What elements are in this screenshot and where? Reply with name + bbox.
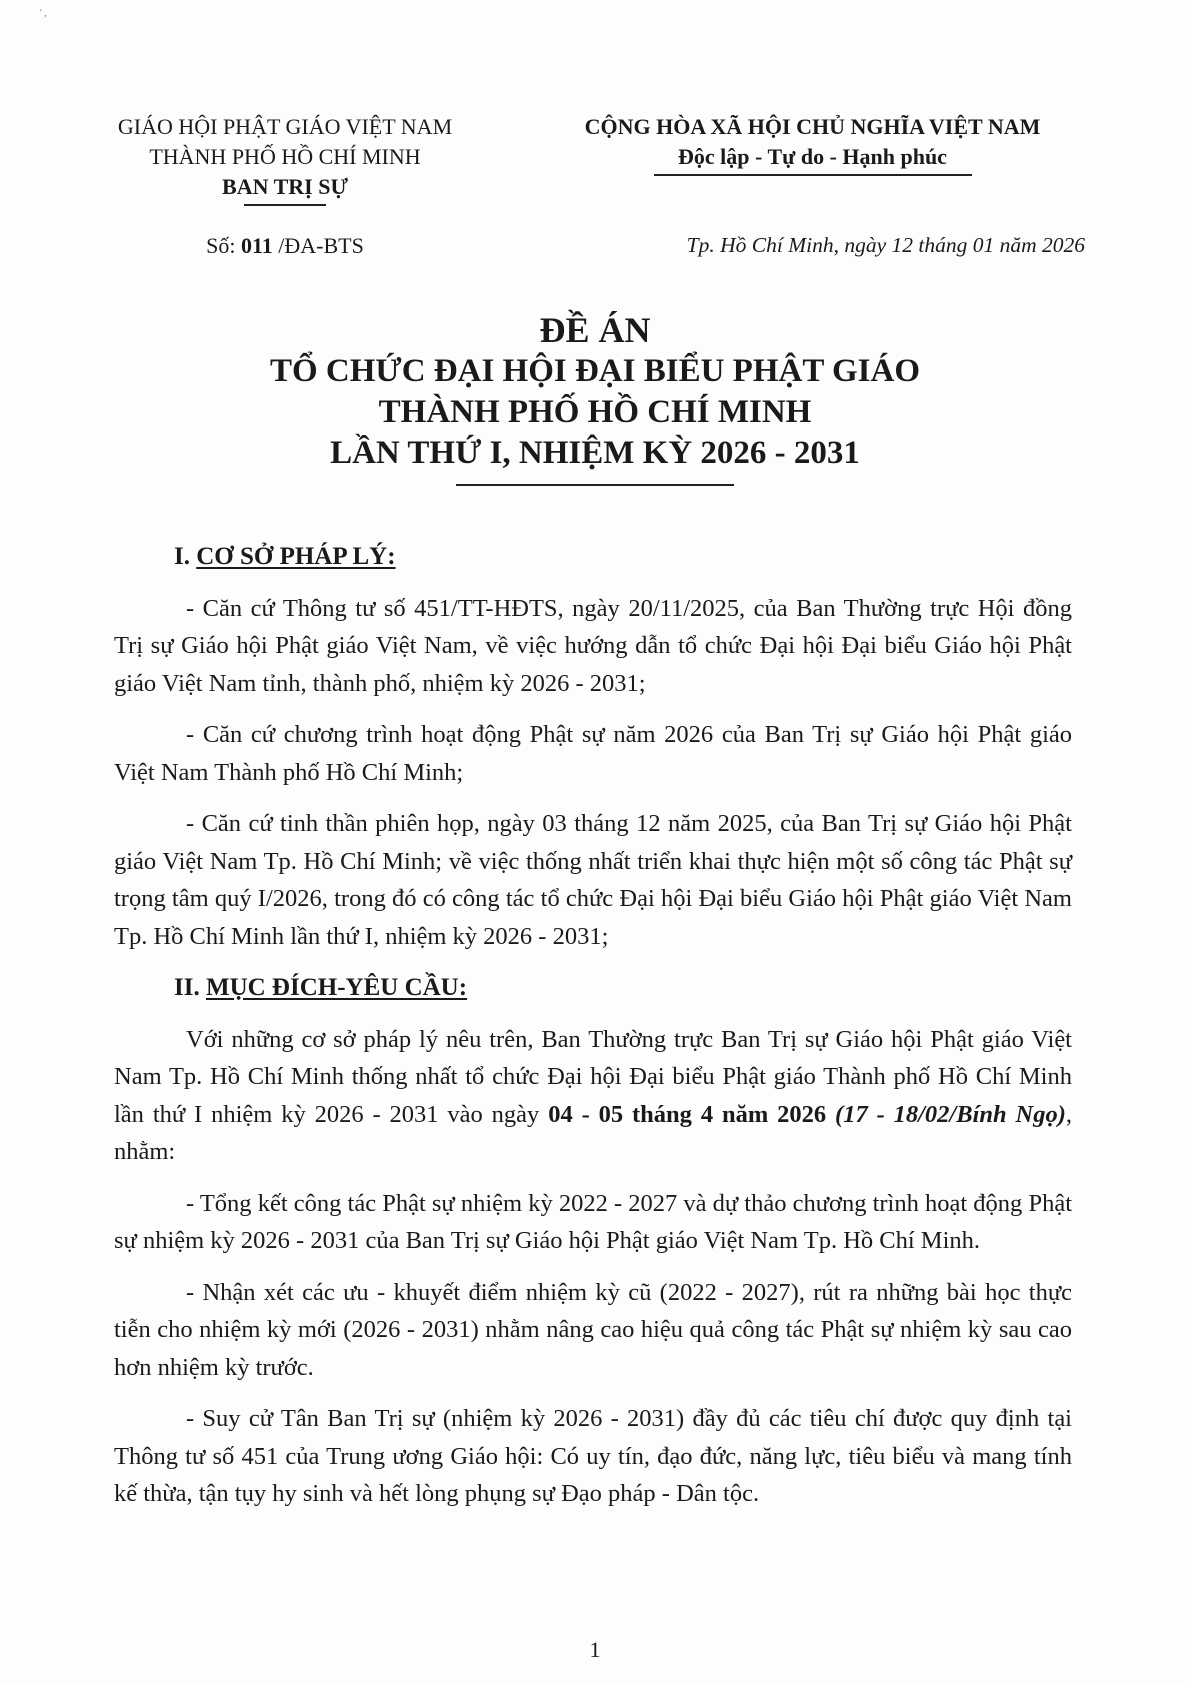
title-line-3: THÀNH PHỐ HỒ CHÍ MINH xyxy=(378,394,812,430)
country-name: CỘNG HÒA XÃ HỘI CHỦ NGHĨA VIỆT NAM xyxy=(584,114,1041,139)
section-heading-1 xyxy=(174,538,1072,576)
motto-divider xyxy=(654,174,972,176)
national-motto-block xyxy=(540,112,1085,176)
section-title: MỤC ĐÍCH-YÊU CẦU: xyxy=(205,974,468,1001)
paragraph: - Nhận xét các ưu - khuyết điểm nhiệm kỳ cũ (2022 - 2027), rút ra những bài học thực tiễn cho nhiệm kỳ mới (2026 - 2031) nhằm nâng cao hiệu quả công tác Phật sự nhiệm kỳ sau cao hơn nhiệm kỳ trước. xyxy=(114,1278,1072,1381)
title-line-4: LẦN THỨ I, NHIỆM KỲ 2026 - 2031 xyxy=(330,435,860,471)
paragraph: - Căn cứ Thông tư số 451/TT-HĐTS, ngày 20/11/2025, của Ban Thường trực Hội đồng Trị sự Giáo hội Phật giáo Việt Nam, về việc hướng dẫn tổ chức Đại hội Đại biểu Giáo hội Phật giáo Việt Nam tỉnh, thành phố, nhiệm kỳ 2026 - 2031; xyxy=(114,594,1072,697)
event-date: 04 - 05 tháng 4 năm 2026 xyxy=(548,1100,827,1128)
document-body xyxy=(114,538,1072,1527)
section-title: CƠ SỞ PHÁP LÝ: xyxy=(196,543,396,570)
paragraph: - Căn cứ tinh thần phiên họp, ngày 03 tháng 12 năm 2025, của Ban Trị sự Giáo hội Phật giáo Việt Nam Tp. Hồ Chí Minh; về việc thống nhất triển khai thực hiện một số công tác Phật sự trọng tâm quý I/2026, trong đó có công tác tổ chức Đại hội Đại biểu Giáo hội Phật giáo Việt Nam Tp. Hồ Chí Minh lần thứ I, nhiệm kỳ 2026 - 2031; xyxy=(114,810,1072,950)
doc-no-label: Số: xyxy=(206,233,236,258)
section-number: II. xyxy=(174,974,200,1001)
paragraph: - Suy cử Tân Ban Trị sự (nhiệm kỳ 2026 - 2031) đầy đủ các tiêu chí được quy định tại Thông tư số 451 của Trung ương Giáo hội: Có uy tín, đạo đức, năng lực, tiêu biểu và mang tính kế thừa, tận tụy hy sinh và hết lòng phụng sự Đạo pháp - Dân tộc. xyxy=(114,1405,1072,1507)
motto: Độc lập - Tự do - Hạnh phúc xyxy=(678,144,947,169)
page-number: 1 xyxy=(589,1637,601,1662)
title-divider xyxy=(456,484,734,486)
doc-no-value: 011 xyxy=(241,233,273,258)
spacer xyxy=(826,1101,835,1128)
paragraph: - Tổng kết công tác Phật sự nhiệm kỳ 2022 - 2027 và dự thảo chương trình hoạt động Phật sự nhiệm kỳ 2026 - 2031 của Ban Trị sự Giáo hội Phật giáo Việt Nam Tp. Hồ Chí Minh. xyxy=(114,1189,1072,1254)
title-line-2: TỔ CHỨC ĐẠI HỘI ĐẠI BIỂU PHẬT GIÁO xyxy=(270,353,920,389)
doc-no-suffix: /ĐA-BTS xyxy=(278,233,364,258)
document-number xyxy=(90,233,480,259)
issuer-line-3: BAN TRỊ SỰ xyxy=(222,174,348,199)
lunar-date: (17 - 18/02/Bính Ngọ) xyxy=(835,1100,1066,1128)
document-title xyxy=(160,310,1030,486)
issuer-divider xyxy=(244,204,326,206)
issuer-line-2: THÀNH PHỐ HỒ CHÍ MINH xyxy=(149,144,421,169)
place-date: Tp. Hồ Chí Minh, ngày 12 tháng 01 năm 2026 xyxy=(686,233,1085,257)
paragraph: - Căn cứ chương trình hoạt động Phật sự năm 2026 của Ban Trị sự Giáo hội Phật giáo Việt Nam Thành phố Hồ Chí Minh; xyxy=(114,721,1072,786)
scan-specks: ' , xyxy=(40,8,47,19)
title-line-1: ĐỀ ÁN xyxy=(539,310,651,350)
intro-text: Với những cơ sở pháp lý nêu trên, Ban Thường trực Ban Trị sự Giáo hội Phật giáo Việt Nam Tp. Hồ Chí Minh thống nhất tổ chức Đại hội Đại biểu Phật giáo Thành phố Hồ Chí Minh lần thứ I nhiệm kỳ 2026 - 2031 vào ngày xyxy=(114,1025,1072,1128)
intro-end: , nhằm: xyxy=(114,1100,1073,1165)
paragraph-intro xyxy=(114,1021,1072,1171)
issuer-block xyxy=(90,112,480,206)
section-number: I. xyxy=(174,543,190,570)
issuer-line-1: GIÁO HỘI PHẬT GIÁO VIỆT NAM xyxy=(117,114,453,139)
section-heading-2 xyxy=(174,969,1072,1007)
